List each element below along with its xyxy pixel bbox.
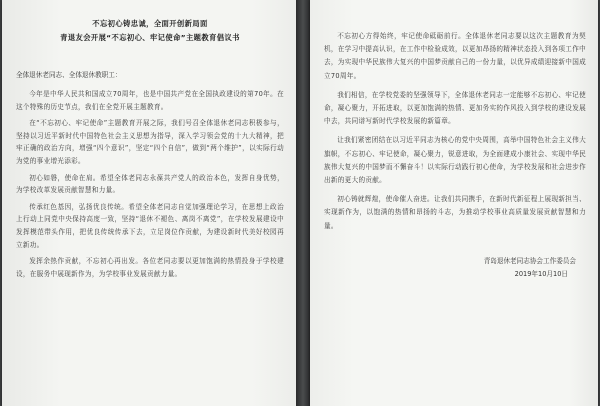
paragraph: 今年是中华人民共和国成立70周年，也是中国共产党在全国执政建设的第70年。在这个特殊的历史节点，我们在全党开展主题教育。 [16, 90, 284, 111]
document-title [16, 17, 284, 45]
salutation: 全体退休老同志、全体退休教职工： [16, 71, 122, 79]
book-spine-divider [296, 0, 310, 406]
paragraph: 让我们紧密团结在以习近平同志为核心的党中央周围，高举中国特色社会主义伟大旗帜，不忘初心、牢记使命，凝心聚力，锐意进取，为全面建成小康社会、实现中华民族伟大复兴的中国梦而不懈奋斗！以实际行动践行初心使命，为学校发展和社会进步作出新的更大的贡献。 [324, 136, 586, 185]
document-page-right [310, 0, 598, 406]
paragraph: 传承红色基因，弘扬优良传统。希望全体老同志自觉加强理论学习，在思想上政治上行动上同党中央保持高度一致，坚持“退休不褪色、离岗不离党”，在学校发展建设中发挥模范带头作用，把优良传统传承下去，立足岗位作贡献，为建设新时代美好校园再立新功。 [16, 202, 284, 249]
paragraph: 我们相信，在学校党委的坚强领导下，全体退休老同志一定能够不忘初心、牢记使命，凝心聚力，开拓进取，以更加饱满的热情、更加务实的作风投入到学校的建设发展中去，共同谱写新时代学校发展的新篇章。 [324, 90, 586, 126]
paragraph: 在“不忘初心、牢记使命”主题教育开展之际，我们号召全体退休老同志积极参与，坚持以习近平新时代中国特色社会主义思想为指导，深入学习领会党的十九大精神，把牢正确的政治方向，增强“四个意识”，坚定“四个自信”，做到“两个维护”，以实际行动为党的事业增光添彩。 [16, 119, 284, 165]
title-line-2: 青退友会开展“不忘初心、牢记使命”主题教育倡议书 [60, 33, 240, 42]
paragraph: 初心如磐，使命在肩。希望全体老同志永葆共产党人的政治本色，发挥自身优势，为学校改革发展贡献智慧和力量。 [16, 173, 284, 195]
signature-date: 2019年10月10日 [514, 269, 568, 278]
title-line-1: 不忘初心铸忠诚，全面开创新局面 [92, 19, 208, 28]
paragraph: 发挥余热作贡献，不忘初心再出发。各位老同志要以更加饱满的热情投身于学校建设，在服务中展现新作为，为学校事业发展贡献力量。 [16, 257, 284, 278]
signature-organization: 青岛退休老同志协会工作委员会 [483, 256, 576, 265]
document-page-left [2, 0, 296, 406]
paragraph: 初心铸就辉煌，使命催人奋进。让我们共同携手，在新时代新征程上展现新担当、实现新作为，以饱满的热情和昂扬的斗志，为推动学校事业高质量发展贡献智慧和力量。 [324, 195, 586, 230]
signature-block [324, 255, 586, 281]
paragraph: 不忘初心方得始终，牢记使命砥砺前行。全体退休老同志要以这次主题教育为契机，在学习中提高认识，在工作中检验成效，以更加昂扬的精神状态投入到各项工作中去，为实现中华民族伟大复兴的中国梦贡献自己的一份力量，以优异成绩迎接新中国成立70周年。 [324, 32, 586, 80]
